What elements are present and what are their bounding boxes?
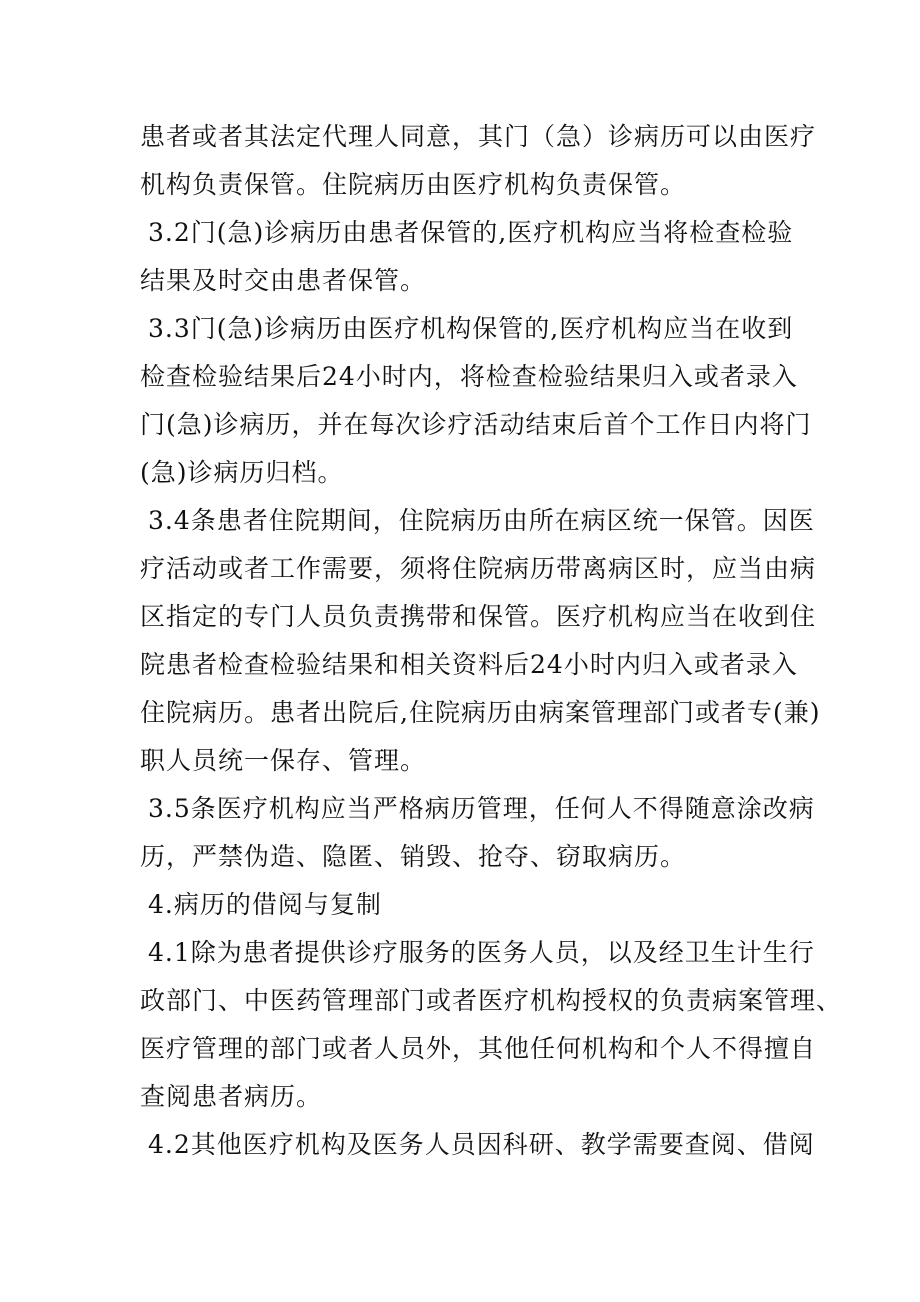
text-line: 区指定的专门人员负责携带和保管。医疗机构应当在收到住	[140, 602, 817, 631]
text-line: 3.4条患者住院期间，住院病历由所在病区统一保管。因医	[148, 506, 815, 535]
text-line: 疗活动或者工作需要，须将住院病历带离病区时，应当由病	[140, 554, 817, 583]
text-line: 职人员统一保存、管理。	[140, 746, 427, 775]
section-heading: 4.病历的借阅与复制	[148, 890, 382, 919]
text-line: 查阅患者病历。	[140, 1082, 323, 1111]
text-line: 3.2门(急)诊病历由患者保管的,医疗机构应当将检查检验	[148, 218, 794, 247]
text-line: 院患者检查检验结果和相关资料后24小时内归入或者录入	[140, 650, 798, 679]
text-line: 4.1除为患者提供诊疗服务的医务人员，以及经卫生计生行	[148, 938, 815, 967]
text-line: 住院病历。患者出院后,住院病历由病案管理部门或者专(兼)	[140, 698, 821, 727]
text-line: 政部门、中医药管理部门或者医疗机构授权的负责病案管理、	[140, 986, 843, 1015]
text-line: 4.2其他医疗机构及医务人员因科研、教学需要查阅、借阅	[148, 1130, 815, 1159]
text-line: 医疗管理的部门或者人员外，其他任何机构和个人不得擅自	[140, 1034, 817, 1063]
text-line: 3.5条医疗机构应当严格病历管理，任何人不得随意涂改病	[148, 794, 815, 823]
text-line: (急)诊病历归档。	[140, 458, 344, 487]
text-line: 患者或者其法定代理人同意，其门（急）诊病历可以由医疗	[140, 122, 817, 151]
text-line: 机构负责保管。住院病历由医疗机构负责保管。	[140, 170, 687, 199]
text-line: 结果及时交由患者保管。	[140, 266, 427, 295]
text-line: 历，严禁伪造、隐匿、销毁、抢夺、窃取病历。	[140, 842, 687, 871]
text-line: 门(急)诊病历，并在每次诊疗活动结束后首个工作日内将门	[140, 410, 812, 439]
text-line: 3.3门(急)诊病历由医疗机构保管的,医疗机构应当在收到	[148, 314, 794, 343]
text-line: 检查检验结果后24小时内，将检查检验结果归入或者录入	[140, 362, 798, 391]
